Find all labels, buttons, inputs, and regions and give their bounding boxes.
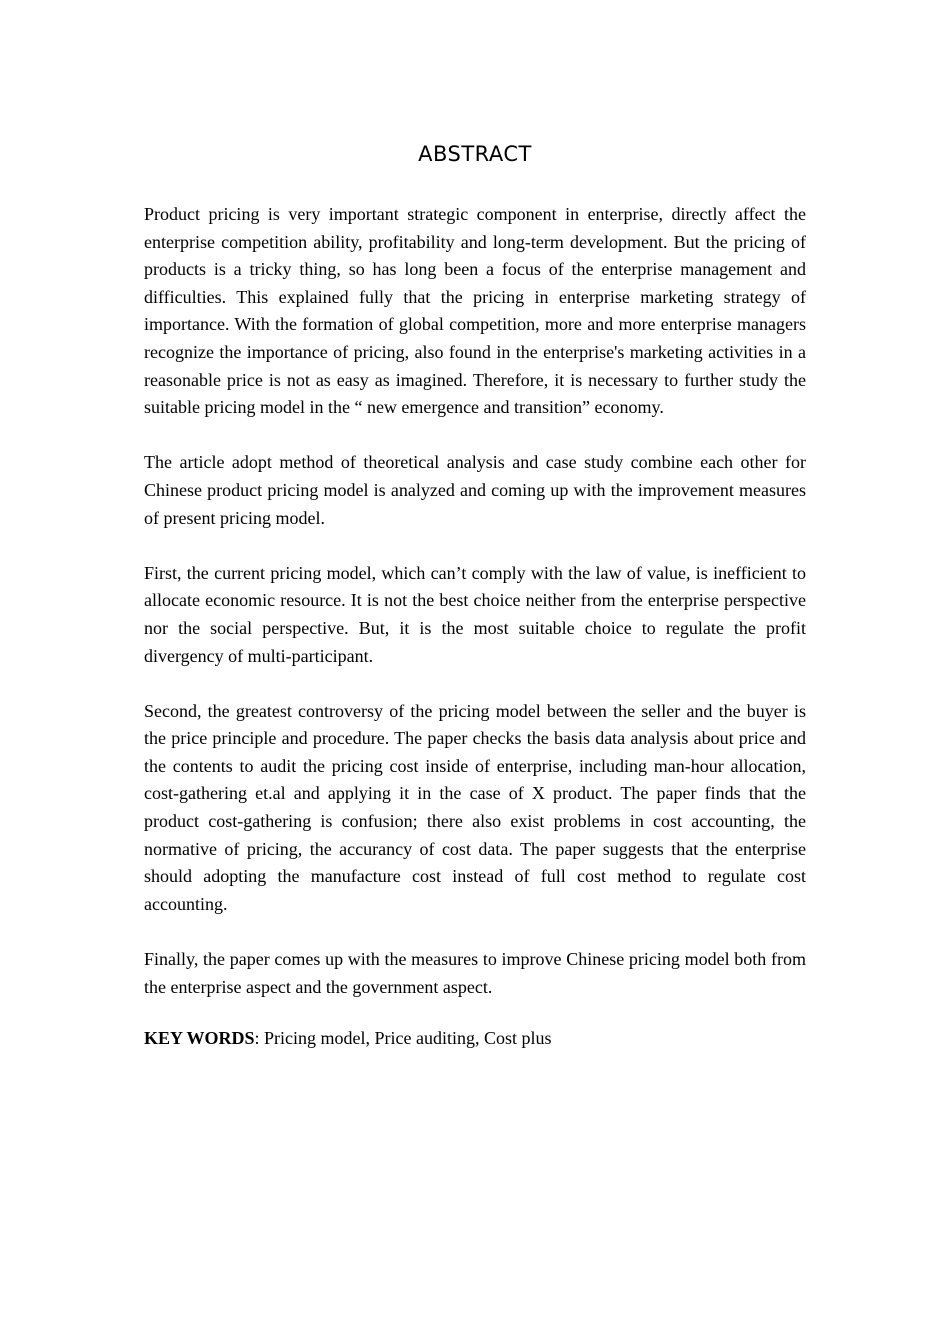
abstract-body [144,201,806,1052]
paragraph-3: First, the current pricing model, which can’t comply with the law of value, is inefficient to allocate economic resource. It is not the best choice neither from the enterprise perspective nor the social perspective. But, it is the most suitable choice to regulate the profit divergency of multi-participant. [144,562,806,666]
abstract-title: ABSTRACT [418,142,532,166]
paragraph-4: Second, the greatest controversy of the pricing model between the seller and the buyer is the price principle and procedure. The paper checks the basis data analysis about price and the contents to audit the pricing cost inside of enterprise, including man-hour allocation, cost-gathering et.al and applying it in the case of X product. The paper finds that the product cost-gathering is confusion; there also exist problems in cost accounting, the normative of pricing, the accurancy of cost data. The paper suggests that the enterprise should adopting the manufacture cost instead of full cost method to regulate cost accounting. [144,700,806,914]
keywords-line [144,1025,806,1053]
paragraph-5: Finally, the paper comes up with the measures to improve Chinese pricing model both from the enterprise aspect and the government aspect. [144,949,806,997]
paragraph-2: The article adopt method of theoretical analysis and case study combine each other for Chinese product pricing model is analyzed and coming up with the improvement measures of present pricing model. [144,452,806,528]
keywords-separator: : [254,1027,265,1048]
keywords-text: Pricing model, Price auditing, Cost plus [264,1027,552,1048]
keywords-label: KEY WORDS [144,1027,255,1048]
paragraph-1: Product pricing is very important strategic component in enterprise, directly affect the enterprise competition ability, profitability and long-term development. But the pricing of products is a tricky thing, so has long been a focus of the enterprise management and difficulties. This explained fully that the pricing in enterprise marketing strategy of importance. With the formation of global competition, more and more enterprise managers recognize the importance of pricing, also found in the enterprise's marketing activities in a reasonable price is not as easy as imagined. Therefore, it is necessary to further study the suitable pricing model in the “ new emergence and transition” economy. [144,204,806,418]
